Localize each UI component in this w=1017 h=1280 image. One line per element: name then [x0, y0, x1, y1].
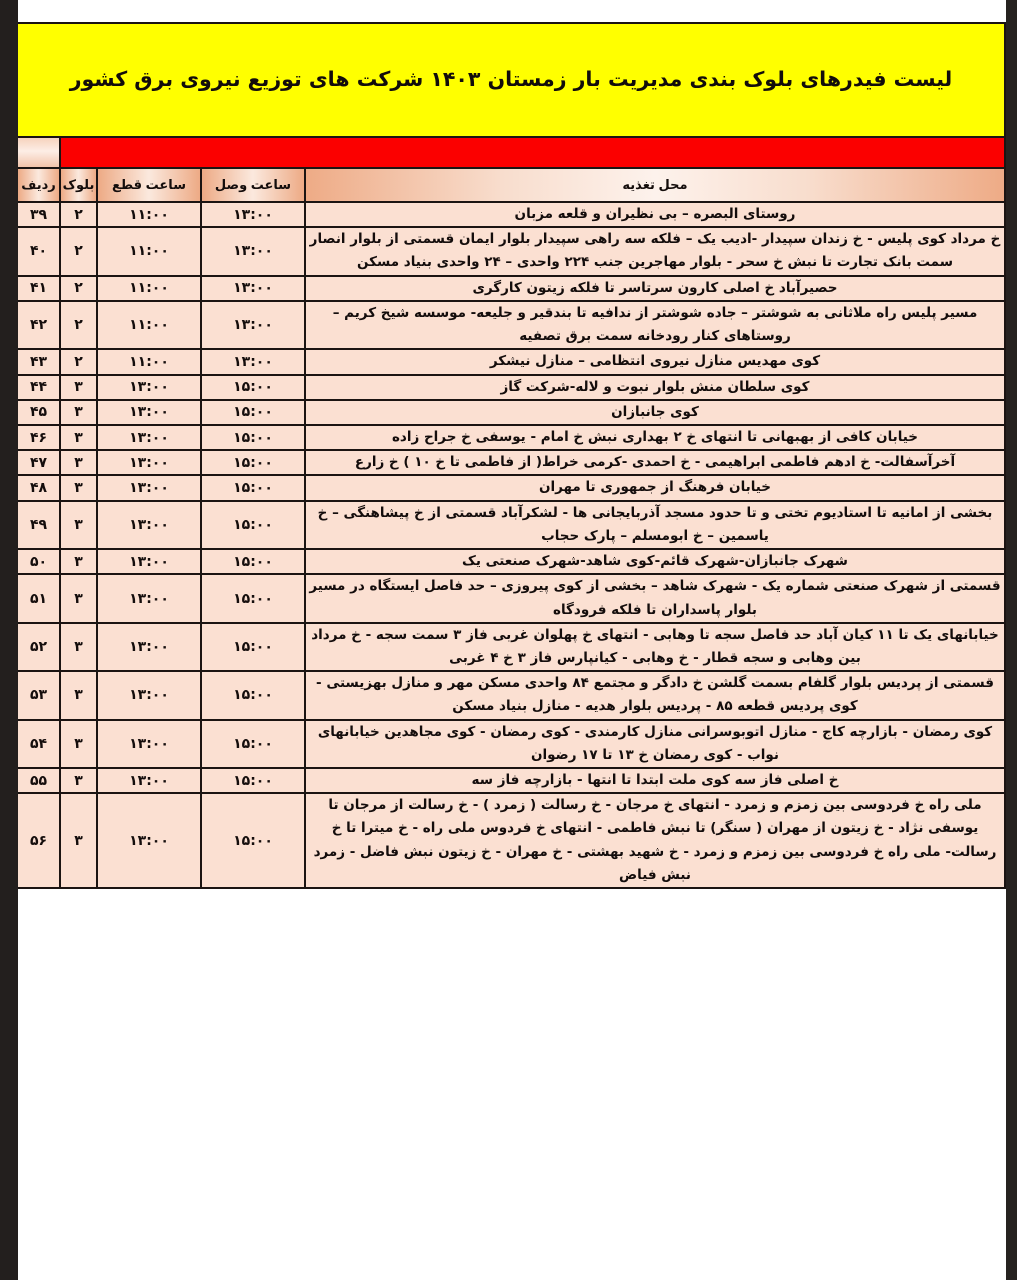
- cell-restore-time: ۱۳:۰۰: [201, 227, 305, 275]
- cell-index: ۵۳: [17, 671, 60, 719]
- cell-location: ملی راه خ فردوسی بین زمزم و زمرد - انتهای خ مرجان - خ رسالت ( زمرد ) - خ رسالت از مرجان تا یوسفی نژاد - خ زیتون از مهران ( سنگر) تا نبش فاطمی - انتهای خ فردوس ملی راه - خ میترا تا خ رسالت- ملی راه خ فردوسی بین زمزم و زمرد - خ شهید بهشتی - خ مهران - خ زیتون نبش فاضل - زمرد نبش فیاض: [305, 793, 1005, 888]
- table-row: [17, 475, 1005, 500]
- cell-outage-time: ۱۳:۰۰: [97, 720, 201, 768]
- cell-location: آخرآسفالت- خ ادهم فاطمی ابراهیمی - خ احمدی -کرمی خراط( از فاطمی تا خ ۱۰ ) خ زارع: [305, 450, 1005, 475]
- cell-outage-time: ۱۱:۰۰: [97, 276, 201, 301]
- cell-block: ۲: [60, 276, 97, 301]
- table-head: [17, 23, 1005, 202]
- cell-outage-time: ۱۳:۰۰: [97, 425, 201, 450]
- cell-index: ۵۴: [17, 720, 60, 768]
- page-left-margin: [0, 0, 18, 1280]
- cell-outage-time: ۱۳:۰۰: [97, 475, 201, 500]
- cell-index: ۴۱: [17, 276, 60, 301]
- cell-block: ۳: [60, 450, 97, 475]
- cell-restore-time: ۱۵:۰۰: [201, 549, 305, 574]
- cell-outage-time: ۱۳:۰۰: [97, 501, 201, 549]
- cell-outage-time: ۱۳:۰۰: [97, 450, 201, 475]
- table-body: [17, 202, 1005, 888]
- document-sheet: [18, 0, 1006, 1280]
- cell-outage-time: ۱۳:۰۰: [97, 375, 201, 400]
- cell-restore-time: ۱۳:۰۰: [201, 202, 305, 227]
- cell-restore-time: ۱۳:۰۰: [201, 301, 305, 349]
- cell-location: خ مرداد کوی پلیس - خ زندان سپیدار -ادیب یک – فلکه سه راهی سپیدار بلوار ایمان قسمتی از بلوار انصار سمت بانک تجارت تا نبش خ سحر - بلوار مهاجرین جنب ۲۲۴ واحدی – ۲۴ واحدی بنیاد مسکن: [305, 227, 1005, 275]
- column-header-row: [17, 168, 1005, 202]
- table-row: [17, 349, 1005, 374]
- cell-block: ۳: [60, 768, 97, 793]
- document-title-banner: [17, 23, 1005, 137]
- outage-schedule-table: [16, 22, 1006, 889]
- cell-outage-time: ۱۱:۰۰: [97, 349, 201, 374]
- cell-restore-time: ۱۵:۰۰: [201, 623, 305, 671]
- table-row: [17, 574, 1005, 622]
- title-row: [17, 23, 1005, 137]
- cell-block: ۳: [60, 720, 97, 768]
- table-row: [17, 450, 1005, 475]
- cell-block: ۳: [60, 793, 97, 888]
- cell-index: ۴۹: [17, 501, 60, 549]
- cell-index: ۴۳: [17, 349, 60, 374]
- cell-outage-time: ۱۳:۰۰: [97, 549, 201, 574]
- cell-restore-time: ۱۵:۰۰: [201, 768, 305, 793]
- cell-block: ۳: [60, 549, 97, 574]
- cell-block: ۲: [60, 227, 97, 275]
- cell-restore-time: ۱۵:۰۰: [201, 450, 305, 475]
- cell-outage-time: ۱۳:۰۰: [97, 793, 201, 888]
- cell-location: خیابان کافی از بهبهانی تا انتهای خ ۲ بهداری نبش خ امام - یوسفی خ جراح زاده: [305, 425, 1005, 450]
- table-row: [17, 768, 1005, 793]
- table-row: [17, 501, 1005, 549]
- cell-restore-time: ۱۳:۰۰: [201, 276, 305, 301]
- cell-outage-time: ۱۳:۰۰: [97, 671, 201, 719]
- red-separator-row: [17, 137, 1005, 168]
- cell-index: ۵۲: [17, 623, 60, 671]
- cell-outage-time: ۱۱:۰۰: [97, 227, 201, 275]
- red-separator-band: [60, 137, 1005, 168]
- table-row: [17, 793, 1005, 888]
- cell-index: ۵۶: [17, 793, 60, 888]
- cell-index: ۴۸: [17, 475, 60, 500]
- cell-location: خ اصلی فاز سه کوی ملت ابتدا تا انتها - بازارچه فاز سه: [305, 768, 1005, 793]
- cell-location: کوی رمضان - بازارچه کاج - منازل اتوبوسرانی منازل کارمندی - کوی رمضان - کوی مجاهدین خیابانهای نواب - کوی رمضان خ ۱۳ تا ۱۷ رضوان: [305, 720, 1005, 768]
- top-whitespace: [18, 0, 1006, 22]
- cell-restore-time: ۱۳:۰۰: [201, 349, 305, 374]
- table-row: [17, 227, 1005, 275]
- column-header-outage-time: ساعت قطع: [97, 168, 201, 202]
- cell-restore-time: ۱۵:۰۰: [201, 720, 305, 768]
- cell-block: ۲: [60, 202, 97, 227]
- cell-outage-time: ۱۳:۰۰: [97, 623, 201, 671]
- column-header-index: ردیف: [17, 168, 60, 202]
- cell-index: ۴۴: [17, 375, 60, 400]
- cell-outage-time: ۱۳:۰۰: [97, 768, 201, 793]
- cell-outage-time: ۱۳:۰۰: [97, 574, 201, 622]
- cell-block: ۳: [60, 671, 97, 719]
- cell-outage-time: ۱۱:۰۰: [97, 202, 201, 227]
- cell-index: ۴۲: [17, 301, 60, 349]
- cell-restore-time: ۱۵:۰۰: [201, 375, 305, 400]
- table-row: [17, 549, 1005, 574]
- table-row: [17, 276, 1005, 301]
- table-row: [17, 671, 1005, 719]
- page-title: لیست فیدرهای بلوک بندی مدیریت بار زمستان ۱۴۰۳ شرکت های توزیع نیروی برق کشور: [69, 67, 953, 92]
- cell-restore-time: ۱۵:۰۰: [201, 400, 305, 425]
- cell-location: بخشی از امانیه تا استادیوم تختی و تا حدود مسجد آذربایجانی ها - لشکرآباد قسمتی از خ پیشاهنگی – خ یاسمین – خ ابومسلم – پارک حجاب: [305, 501, 1005, 549]
- cell-restore-time: ۱۵:۰۰: [201, 793, 305, 888]
- cell-restore-time: ۱۵:۰۰: [201, 671, 305, 719]
- cell-location: مسیر پلیس راه ملاثانی به شوشتر – جاده شوشتر از ندافیه تا بندقیر و جلیعه- موسسه شیخ کریم – روستاهای کنار رودخانه سمت برق تصفیه: [305, 301, 1005, 349]
- cell-block: ۳: [60, 425, 97, 450]
- cell-block: ۳: [60, 400, 97, 425]
- cell-location: شهرک جانبازان-شهرک قائم-کوی شاهد-شهرک صنعتی یک: [305, 549, 1005, 574]
- cell-location: خیابانهای یک تا ۱۱ کیان آباد حد فاصل سجه تا وهابی - انتهای خ پهلوان غربی فاز ۳ سمت سجه - خ مرداد بین وهابی و سجه قطار - خ وهابی - کیانپارس فاز ۳ خ ۴ غربی: [305, 623, 1005, 671]
- cell-block: ۳: [60, 375, 97, 400]
- cell-location: خیابان فرهنگ از جمهوری تا مهران: [305, 475, 1005, 500]
- cell-location: کوی مهدیس منازل نیروی انتظامی – منازل نیشکر: [305, 349, 1005, 374]
- cell-block: ۲: [60, 301, 97, 349]
- cell-outage-time: ۱۱:۰۰: [97, 301, 201, 349]
- table-row: [17, 623, 1005, 671]
- cell-location: قسمتی از پردیس بلوار گلفام بسمت گلشن خ دادگر و مجتمع ۸۴ واحدی مسکن مهر و منازل بهزیستی - کوی پردیس قطعه ۸۵ - پردیس بلوار هدیه - منازل بنیاد مسکن: [305, 671, 1005, 719]
- column-header-location: محل تغذیه: [305, 168, 1005, 202]
- cell-index: ۴۷: [17, 450, 60, 475]
- cell-block: ۳: [60, 623, 97, 671]
- cell-restore-time: ۱۵:۰۰: [201, 574, 305, 622]
- table-row: [17, 375, 1005, 400]
- page-right-margin: [1006, 0, 1017, 1280]
- cell-location: کوی جانبازان: [305, 400, 1005, 425]
- table-row: [17, 301, 1005, 349]
- table-row: [17, 425, 1005, 450]
- cell-block: ۳: [60, 501, 97, 549]
- cell-index: ۴۶: [17, 425, 60, 450]
- cell-block: ۳: [60, 574, 97, 622]
- cell-restore-time: ۱۵:۰۰: [201, 475, 305, 500]
- cell-location: کوی سلطان منش بلوار نبوت و لاله-شرکت گاز: [305, 375, 1005, 400]
- column-header-block: بلوک: [60, 168, 97, 202]
- cell-block: ۲: [60, 349, 97, 374]
- column-header-restore-time: ساعت وصل: [201, 168, 305, 202]
- cell-index: ۵۱: [17, 574, 60, 622]
- cell-block: ۳: [60, 475, 97, 500]
- cell-location: روستای البصره – بی نظیران و قلعه مزبان: [305, 202, 1005, 227]
- cell-outage-time: ۱۳:۰۰: [97, 400, 201, 425]
- cell-restore-time: ۱۵:۰۰: [201, 425, 305, 450]
- cell-restore-time: ۱۵:۰۰: [201, 501, 305, 549]
- cell-location: حصیرآباد خ اصلی کارون سرتاسر تا فلکه زیتون کارگری: [305, 276, 1005, 301]
- cell-index: ۵۵: [17, 768, 60, 793]
- cell-location: قسمتی از شهرک صنعتی شماره یک - شهرک شاهد – بخشی از کوی پیروزی – حد فاصل ایستگاه در مسیر بلوار پاسداران تا فلکه فرودگاه: [305, 574, 1005, 622]
- table-row: [17, 202, 1005, 227]
- table-row: [17, 400, 1005, 425]
- cell-index: ۴۰: [17, 227, 60, 275]
- cell-index: ۴۵: [17, 400, 60, 425]
- cell-index: ۵۰: [17, 549, 60, 574]
- red-separator-corner-cell: [17, 137, 60, 168]
- cell-index: ۳۹: [17, 202, 60, 227]
- table-row: [17, 720, 1005, 768]
